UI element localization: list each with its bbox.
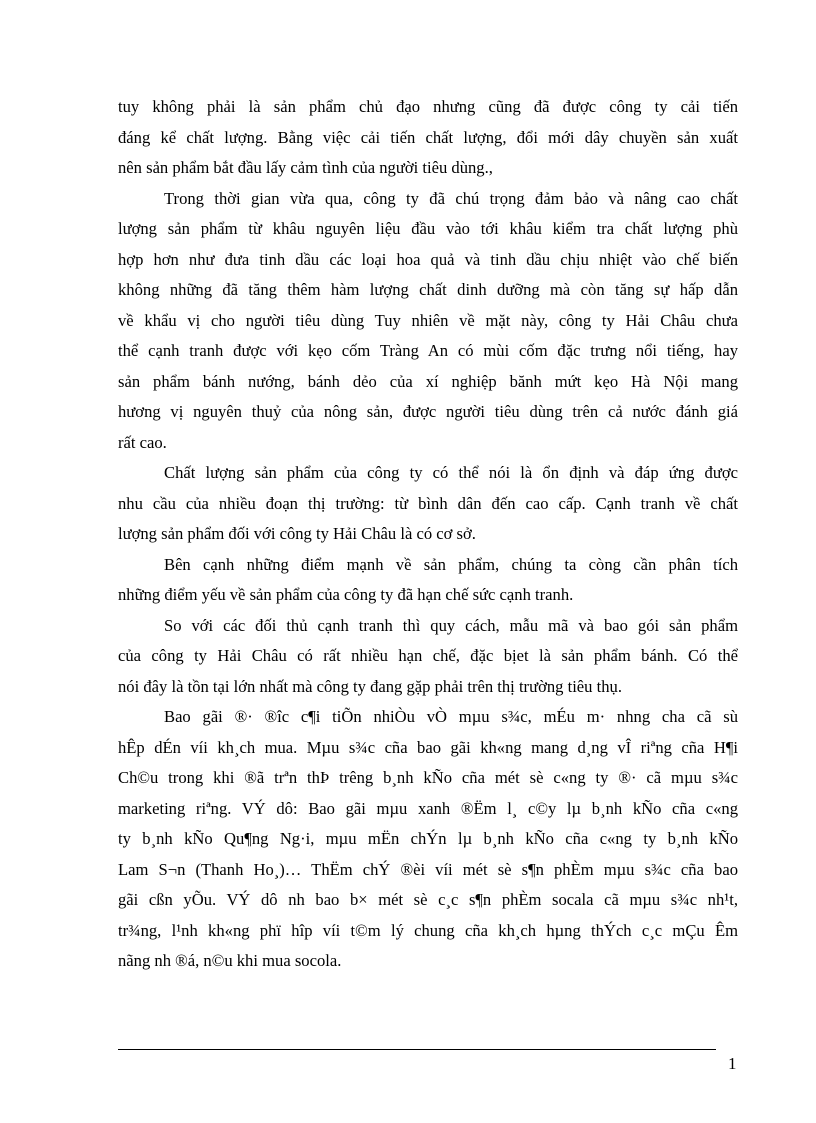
text-line: tuy không phải là sản phẩm chủ đạo nhưng cũng đã được công ty cải tiến xyxy=(118,97,738,116)
text-line: nên sản phẩm bắt đầu lấy cảm tình của người tiêu dùng., xyxy=(118,158,493,177)
text-line: thể cạnh tranh được với kẹo cốm Tràng An có mùi cốm đặc trưng nổi tiếng, hay xyxy=(118,341,738,360)
text-line: về khẩu vị cho người tiêu dùng Tuy nhiên về mặt này, công ty Hải Châu chưa xyxy=(118,310,738,330)
text-line: So với các đối thủ cạnh tranh thì quy cách, mẫu mã và bao gói sản phẩm xyxy=(164,615,738,635)
page-number: 1 xyxy=(728,1054,737,1073)
text-line: đáng kể chất lượng. Bằng việc cải tiến chất lượng, đổi mới dây chuyền sản xuất xyxy=(118,127,738,147)
text-line: hương vị nguyên thuỷ của nông sản, được người tiêu dùng trên cả nước đánh giá xyxy=(118,402,738,421)
text-line: Bên cạnh những điểm mạnh về sản phẩm, chúng ta còng cần phân tích xyxy=(164,554,738,574)
text-line: gãi cßn yÕu. VÝ dô nh bao b× mét sè c¸c s¶n phÈm socala cã mµu s¾c nh¹t, xyxy=(118,890,738,909)
text-line: sản phẩm bánh nướng, bánh dẻo của xí nghiệp bănh mứt kẹo Hà Nội mang xyxy=(118,371,738,391)
text-line: rất cao. xyxy=(118,432,167,452)
text-line: Chất lượng sản phẩm của công ty có thể nói là ổn định và đáp ứng được xyxy=(164,463,738,482)
text-line: những điểm yếu về sản phẩm của công ty đã hạn chế sức cạnh tranh. xyxy=(118,585,574,604)
text-line: Ch©u trong khi ®ã trªn thÞ trêng b¸nh kÑo cña mét sè c«ng ty ®· cã mµu s¾c xyxy=(118,768,738,787)
text-line: ty b¸nh kÑo Qu¶ng Ng·i, mµu mËn chÝn lµ b¸nh kÑo cña c«ng ty b¸nh kÑo xyxy=(118,829,738,848)
text-line: nãng nh ®á, n©u khi mua socola. xyxy=(118,951,342,970)
text-line: Lam S¬n (Thanh Ho¸)… ThËm chÝ ®èi víi mét sè s¶n phÈm mµu s¾c cña bao xyxy=(118,859,738,879)
body-text xyxy=(118,92,738,977)
text-line: nói đây là tồn tại lớn nhất mà công ty đang gặp phải trên thị trường tiêu thụ. xyxy=(118,676,622,696)
footer-divider xyxy=(118,1049,716,1050)
text-line: Trong thời gian vừa qua, công ty đã chú trọng đảm bảo và nâng cao chất xyxy=(164,188,738,208)
text-line: lượng sản phẩm từ khâu nguyên liệu đầu vào tới khâu kiểm tra chất lượng phù xyxy=(118,219,738,238)
text-line: nhu cầu của nhiều đoạn thị trường: từ bình dân đến cao cấp. Cạnh tranh về chất xyxy=(118,493,738,513)
text-line: Bao gãi ®· ®îc c¶i tiÕn nhiÒu vÒ mµu s¾c, mÉu m· nhng cha cã sù xyxy=(164,707,738,726)
text-line: lượng sản phẩm đối với công ty Hải Châu là có cơ sở. xyxy=(118,524,476,543)
text-line: hợp hơn như đưa tinh dầu các loại hoa quả và tinh dầu chịu nhiệt vào chế biến xyxy=(118,249,738,269)
text-line: hÊp dÉn víi kh¸ch mua. Mµu s¾c cña bao gãi kh«ng mang d¸ng vÎ riªng cña H¶i xyxy=(118,737,738,757)
text-line: marketing riªng. VÝ dô: Bao gãi mµu xanh ®Ëm l¸ c©y lµ b¸nh kÑo cña c«ng xyxy=(118,798,738,818)
text-line: không những đã tăng thêm hàm lượng chất dinh dưỡng mà còn tăng sự hấp dẫn xyxy=(118,280,738,299)
text-line: tr¾ng, l¹nh kh«ng phï hîp víi t©m lý chung cña kh¸ch hµng thÝch c¸c mÇu Êm xyxy=(118,920,738,940)
text-line: của công ty Hải Châu có rất nhiều hạn chế, đặc bịet là sản phẩm bánh. Có thể xyxy=(118,646,738,665)
